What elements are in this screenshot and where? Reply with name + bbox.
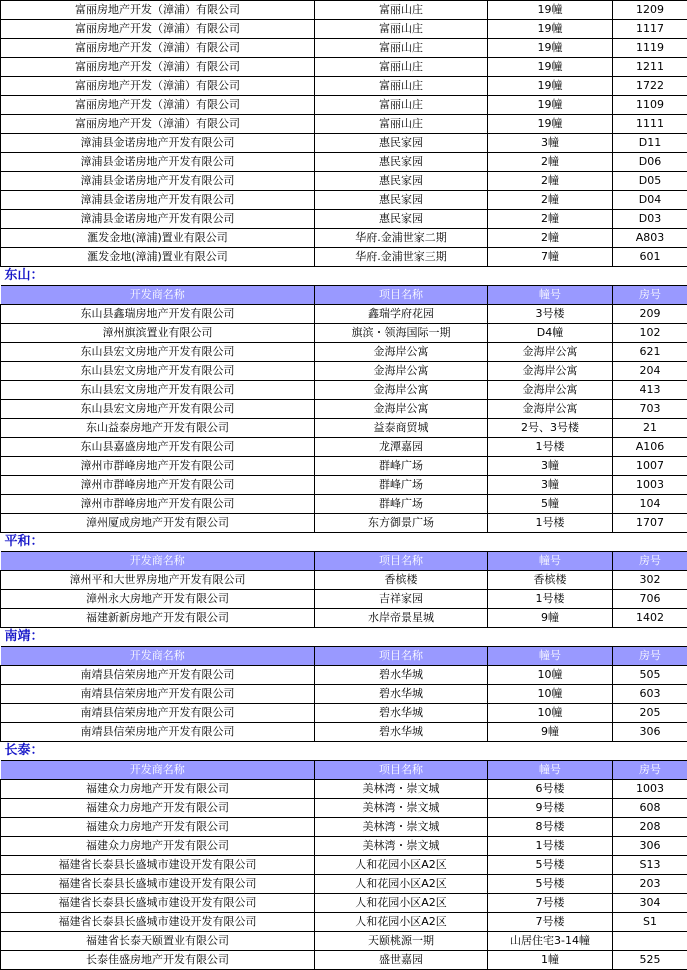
building-cell[interactable]: 19幢 — [488, 1, 613, 20]
project-cell[interactable]: 富丽山庄 — [315, 20, 488, 39]
region-heading-row — [1, 742, 687, 761]
project-cell[interactable]: 惠民家园 — [315, 134, 488, 153]
header-room: 房号 — [613, 647, 687, 666]
project-cell[interactable]: 群峰广场 — [315, 495, 488, 514]
table-row — [1, 58, 687, 77]
project-cell[interactable]: 惠民家园 — [315, 210, 488, 229]
header-room: 房号 — [613, 552, 687, 571]
project-cell[interactable]: 旗滨・领海国际一期 — [315, 324, 488, 343]
header-developer: 开发商名称 — [1, 286, 315, 305]
developer-cell[interactable]: 漳浦县金诺房地产开发有限公司 — [1, 153, 315, 172]
project-cell[interactable]: 金海岸公寓 — [315, 362, 488, 381]
developer-cell[interactable]: 漳州厦成房地产开发有限公司 — [1, 514, 315, 533]
header-room: 房号 — [613, 286, 687, 305]
developer-cell[interactable]: 富丽房地产开发（漳浦）有限公司 — [1, 20, 315, 39]
table-row — [1, 856, 687, 875]
header-project: 项目名称 — [315, 647, 488, 666]
building-cell[interactable]: 10幢 — [488, 685, 613, 704]
region-heading-row — [1, 267, 687, 286]
building-cell[interactable]: 9号楼 — [488, 799, 613, 818]
room-cell[interactable]: 703 — [613, 400, 687, 419]
project-cell[interactable]: 龙潭嘉园 — [315, 438, 488, 457]
table-row — [1, 837, 687, 856]
region-blank-cell — [613, 628, 687, 647]
table-row — [1, 39, 687, 58]
table-row — [1, 951, 687, 970]
developer-cell[interactable]: 东山县宏文房地产开发有限公司 — [1, 400, 315, 419]
project-cell[interactable]: 金海岸公寓 — [315, 381, 488, 400]
developer-cell[interactable]: 漳浦县金诺房地产开发有限公司 — [1, 172, 315, 191]
developer-cell[interactable]: 富丽房地产开发（漳浦）有限公司 — [1, 1, 315, 20]
header-project: 项目名称 — [315, 761, 488, 780]
column-header-row — [1, 552, 687, 571]
table-row — [1, 666, 687, 685]
table-row — [1, 96, 687, 115]
table-row — [1, 875, 687, 894]
building-cell[interactable]: 8号楼 — [488, 818, 613, 837]
room-cell[interactable]: 306 — [613, 837, 687, 856]
table-row — [1, 229, 687, 248]
developer-cell[interactable]: 福建众力房地产开发有限公司 — [1, 799, 315, 818]
table-row — [1, 191, 687, 210]
developer-cell[interactable]: 南靖县信荣房地产开发有限公司 — [1, 685, 315, 704]
room-cell[interactable]: 1117 — [613, 20, 687, 39]
developer-cell[interactable]: 滙发金地(漳浦)置业有限公司 — [1, 229, 315, 248]
building-cell[interactable]: 3幢 — [488, 134, 613, 153]
developer-cell[interactable]: 福建省长泰天颐置业有限公司 — [1, 932, 315, 951]
table-row — [1, 115, 687, 134]
building-cell[interactable]: 19幢 — [488, 39, 613, 58]
project-cell[interactable]: 人和花园小区A2区 — [315, 875, 488, 894]
project-cell[interactable]: 碧水华城 — [315, 704, 488, 723]
table-row — [1, 476, 687, 495]
developer-cell[interactable]: 福建新新房地产开发有限公司 — [1, 609, 315, 628]
room-cell[interactable]: 601 — [613, 248, 687, 267]
project-cell[interactable]: 惠民家园 — [315, 153, 488, 172]
room-cell[interactable]: 208 — [613, 818, 687, 837]
developer-cell[interactable]: 富丽房地产开发（漳浦）有限公司 — [1, 39, 315, 58]
table-row — [1, 780, 687, 799]
table-row — [1, 134, 687, 153]
project-cell[interactable]: 水岸帝景星城 — [315, 609, 488, 628]
region-blank-cell — [613, 742, 687, 761]
building-cell[interactable]: D4幢 — [488, 324, 613, 343]
room-cell[interactable]: 21 — [613, 419, 687, 438]
project-cell[interactable]: 富丽山庄 — [315, 1, 488, 20]
building-cell[interactable]: 10幢 — [488, 704, 613, 723]
header-room: 房号 — [613, 761, 687, 780]
room-cell[interactable]: A803 — [613, 229, 687, 248]
project-cell[interactable]: 碧水华城 — [315, 685, 488, 704]
building-cell[interactable]: 7号楼 — [488, 894, 613, 913]
table-row — [1, 457, 687, 476]
developer-cell[interactable]: 富丽房地产开发（漳浦）有限公司 — [1, 77, 315, 96]
developer-cell[interactable]: 漳州永大房地产开发有限公司 — [1, 590, 315, 609]
developer-cell[interactable]: 漳浦县金诺房地产开发有限公司 — [1, 134, 315, 153]
developer-cell[interactable]: 漳州市群峰房地产开发有限公司 — [1, 476, 315, 495]
table-row — [1, 514, 687, 533]
building-cell[interactable]: 1号楼 — [488, 514, 613, 533]
table-row — [1, 932, 687, 951]
developer-cell[interactable]: 福建众力房地产开发有限公司 — [1, 837, 315, 856]
table-row — [1, 590, 687, 609]
project-cell[interactable]: 金海岸公寓 — [315, 343, 488, 362]
room-cell[interactable]: 1707 — [613, 514, 687, 533]
building-cell[interactable]: 2幢 — [488, 191, 613, 210]
project-cell[interactable]: 美林湾・崇文城 — [315, 799, 488, 818]
project-cell[interactable]: 惠民家园 — [315, 191, 488, 210]
table-row — [1, 305, 687, 324]
table-row — [1, 324, 687, 343]
room-cell[interactable]: 1209 — [613, 1, 687, 20]
project-cell[interactable]: 人和花园小区A2区 — [315, 894, 488, 913]
project-cell[interactable]: 碧水华城 — [315, 723, 488, 742]
building-cell[interactable]: 7幢 — [488, 248, 613, 267]
header-developer: 开发商名称 — [1, 552, 315, 571]
table-row — [1, 381, 687, 400]
table-row — [1, 153, 687, 172]
developer-cell[interactable]: 福建众力房地产开发有限公司 — [1, 818, 315, 837]
project-cell[interactable]: 碧水华城 — [315, 666, 488, 685]
building-cell[interactable]: 金海岸公寓 — [488, 400, 613, 419]
room-cell[interactable]: 104 — [613, 495, 687, 514]
table-row — [1, 495, 687, 514]
region-heading-row — [1, 533, 687, 552]
building-cell[interactable]: 19幢 — [488, 77, 613, 96]
table-row — [1, 210, 687, 229]
table-row — [1, 723, 687, 742]
project-cell[interactable]: 香槟楼 — [315, 571, 488, 590]
developer-cell[interactable]: 漳州市群峰房地产开发有限公司 — [1, 457, 315, 476]
project-cell[interactable]: 美林湾・崇文城 — [315, 818, 488, 837]
building-cell[interactable]: 10幢 — [488, 666, 613, 685]
room-cell[interactable]: D04 — [613, 191, 687, 210]
developer-cell[interactable]: 漳州市群峰房地产开发有限公司 — [1, 495, 315, 514]
table-row — [1, 571, 687, 590]
header-project: 项目名称 — [315, 286, 488, 305]
developer-cell[interactable]: 福建省长泰县长盛城市建设开发有限公司 — [1, 856, 315, 875]
developer-cell[interactable]: 漳州旗滨置业有限公司 — [1, 324, 315, 343]
building-cell[interactable]: 2幢 — [488, 210, 613, 229]
table-row — [1, 704, 687, 723]
header-building: 幢号 — [488, 647, 613, 666]
room-cell[interactable]: 205 — [613, 704, 687, 723]
building-cell[interactable]: 7号楼 — [488, 913, 613, 932]
room-cell[interactable]: 1007 — [613, 457, 687, 476]
table-row — [1, 609, 687, 628]
building-cell[interactable]: 山居住宅3-14幢 — [488, 932, 613, 951]
header-building: 幢号 — [488, 552, 613, 571]
building-cell[interactable]: 1号楼 — [488, 590, 613, 609]
header-developer: 开发商名称 — [1, 647, 315, 666]
building-cell[interactable]: 2幢 — [488, 153, 613, 172]
room-cell[interactable]: 1722 — [613, 77, 687, 96]
building-cell[interactable]: 3幢 — [488, 457, 613, 476]
developer-cell[interactable]: 福建省长泰县长盛城市建设开发有限公司 — [1, 913, 315, 932]
project-cell[interactable]: 益泰商贸城 — [315, 419, 488, 438]
developer-cell[interactable]: 东山县鑫瑞房地产开发有限公司 — [1, 305, 315, 324]
developer-cell[interactable]: 漳浦县金诺房地产开发有限公司 — [1, 191, 315, 210]
room-cell[interactable]: 209 — [613, 305, 687, 324]
room-cell[interactable]: 706 — [613, 590, 687, 609]
room-cell[interactable]: D05 — [613, 172, 687, 191]
table-row — [1, 685, 687, 704]
building-cell[interactable]: 香槟楼 — [488, 571, 613, 590]
developer-cell[interactable]: 东山县宏文房地产开发有限公司 — [1, 343, 315, 362]
room-cell[interactable]: 1402 — [613, 609, 687, 628]
developer-cell[interactable]: 东山县宏文房地产开发有限公司 — [1, 362, 315, 381]
table-row — [1, 77, 687, 96]
header-project: 项目名称 — [315, 552, 488, 571]
project-cell[interactable]: 人和花园小区A2区 — [315, 856, 488, 875]
region-blank-cell — [613, 267, 687, 286]
table-row — [1, 343, 687, 362]
table-row — [1, 913, 687, 932]
project-cell[interactable]: 美林湾・崇文城 — [315, 837, 488, 856]
room-cell[interactable]: 1211 — [613, 58, 687, 77]
room-cell[interactable]: S13 — [613, 856, 687, 875]
project-cell[interactable]: 富丽山庄 — [315, 58, 488, 77]
project-cell[interactable]: 鑫瑞学府花园 — [315, 305, 488, 324]
column-header-row — [1, 761, 687, 780]
header-building: 幢号 — [488, 761, 613, 780]
room-cell[interactable]: D06 — [613, 153, 687, 172]
table-row — [1, 248, 687, 267]
developer-cell[interactable]: 滙发金地(漳浦)置业有限公司 — [1, 248, 315, 267]
room-cell[interactable] — [613, 932, 687, 951]
region-heading: 平和： — [1, 533, 613, 552]
header-building: 幢号 — [488, 286, 613, 305]
developer-cell[interactable]: 福建省长泰县长盛城市建设开发有限公司 — [1, 894, 315, 913]
project-cell[interactable]: 群峰广场 — [315, 476, 488, 495]
building-cell[interactable]: 金海岸公寓 — [488, 362, 613, 381]
developer-cell[interactable]: 漳浦县金诺房地产开发有限公司 — [1, 210, 315, 229]
project-cell[interactable]: 富丽山庄 — [315, 39, 488, 58]
developer-cell[interactable]: 南靖县信荣房地产开发有限公司 — [1, 666, 315, 685]
building-cell[interactable]: 5幢 — [488, 495, 613, 514]
developer-cell[interactable]: 东山县宏文房地产开发有限公司 — [1, 381, 315, 400]
building-cell[interactable]: 6号楼 — [488, 780, 613, 799]
table-row — [1, 172, 687, 191]
room-cell[interactable]: 603 — [613, 685, 687, 704]
developer-cell[interactable]: 南靖县信荣房地产开发有限公司 — [1, 704, 315, 723]
developer-cell[interactable]: 东山益泰房地产开发有限公司 — [1, 419, 315, 438]
room-cell[interactable]: S1 — [613, 913, 687, 932]
table-row — [1, 894, 687, 913]
developer-cell[interactable]: 漳州平和大世界房地产开发有限公司 — [1, 571, 315, 590]
building-cell[interactable]: 2幢 — [488, 229, 613, 248]
building-cell[interactable]: 金海岸公寓 — [488, 343, 613, 362]
developer-cell[interactable]: 富丽房地产开发（漳浦）有限公司 — [1, 96, 315, 115]
project-cell[interactable]: 惠民家园 — [315, 172, 488, 191]
table-row — [1, 818, 687, 837]
room-cell[interactable]: 102 — [613, 324, 687, 343]
building-cell[interactable]: 19幢 — [488, 115, 613, 134]
room-cell[interactable]: 1119 — [613, 39, 687, 58]
room-cell[interactable]: 203 — [613, 875, 687, 894]
table-row — [1, 362, 687, 381]
project-cell[interactable]: 华府.金浦世家二期 — [315, 229, 488, 248]
region-heading: 南靖： — [1, 628, 613, 647]
developer-cell[interactable]: 富丽房地产开发（漳浦）有限公司 — [1, 115, 315, 134]
room-cell[interactable]: 1003 — [613, 780, 687, 799]
room-cell[interactable]: 525 — [613, 951, 687, 970]
building-cell[interactable]: 9幢 — [488, 609, 613, 628]
project-cell[interactable]: 盛世嘉园 — [315, 951, 488, 970]
building-cell[interactable]: 2号、3号楼 — [488, 419, 613, 438]
developer-cell[interactable]: 富丽房地产开发（漳浦）有限公司 — [1, 58, 315, 77]
room-cell[interactable]: 306 — [613, 723, 687, 742]
building-cell[interactable]: 9幢 — [488, 723, 613, 742]
project-cell[interactable]: 金海岸公寓 — [315, 400, 488, 419]
project-cell[interactable]: 群峰广场 — [315, 457, 488, 476]
building-cell[interactable]: 3号楼 — [488, 305, 613, 324]
building-cell[interactable]: 5号楼 — [488, 856, 613, 875]
room-cell[interactable]: A106 — [613, 438, 687, 457]
project-cell[interactable]: 富丽山庄 — [315, 77, 488, 96]
building-cell[interactable]: 19幢 — [488, 58, 613, 77]
building-cell[interactable]: 3幢 — [488, 476, 613, 495]
region-blank-cell — [613, 533, 687, 552]
region-heading: 长泰： — [1, 742, 613, 761]
room-cell[interactable]: 1111 — [613, 115, 687, 134]
building-cell[interactable]: 1幢 — [488, 951, 613, 970]
building-cell[interactable]: 1号楼 — [488, 438, 613, 457]
table-body — [1, 1, 687, 970]
room-cell[interactable]: 608 — [613, 799, 687, 818]
developer-cell[interactable]: 南靖县信荣房地产开发有限公司 — [1, 723, 315, 742]
table-row — [1, 799, 687, 818]
room-cell[interactable]: 302 — [613, 571, 687, 590]
project-cell[interactable]: 华府.金浦世家三期 — [315, 248, 488, 267]
column-header-row — [1, 647, 687, 666]
room-cell[interactable]: 505 — [613, 666, 687, 685]
project-cell[interactable]: 富丽山庄 — [315, 115, 488, 134]
building-cell[interactable]: 2幢 — [488, 172, 613, 191]
building-cell[interactable]: 金海岸公寓 — [488, 381, 613, 400]
table-row — [1, 419, 687, 438]
room-cell[interactable]: 621 — [613, 343, 687, 362]
developer-cell[interactable]: 长泰佳盛房地产开发有限公司 — [1, 951, 315, 970]
region-heading: 东山： — [1, 267, 613, 286]
developer-cell[interactable]: 福建省长泰县长盛城市建设开发有限公司 — [1, 875, 315, 894]
building-cell[interactable]: 19幢 — [488, 20, 613, 39]
room-cell[interactable]: 413 — [613, 381, 687, 400]
table-row — [1, 20, 687, 39]
region-heading-row — [1, 628, 687, 647]
building-cell[interactable]: 1号楼 — [488, 837, 613, 856]
room-cell[interactable]: 304 — [613, 894, 687, 913]
room-cell[interactable]: 1003 — [613, 476, 687, 495]
project-cell[interactable]: 富丽山庄 — [315, 96, 488, 115]
project-cell[interactable]: 天颐桃源一期 — [315, 932, 488, 951]
project-cell[interactable]: 人和花园小区A2区 — [315, 913, 488, 932]
table-row — [1, 1, 687, 20]
building-cell[interactable]: 5号楼 — [488, 875, 613, 894]
table-row — [1, 400, 687, 419]
room-cell[interactable]: 1109 — [613, 96, 687, 115]
table-row — [1, 438, 687, 457]
room-cell[interactable]: D11 — [613, 134, 687, 153]
building-cell[interactable]: 19幢 — [488, 96, 613, 115]
room-cell[interactable]: D03 — [613, 210, 687, 229]
room-cell[interactable]: 204 — [613, 362, 687, 381]
developer-cell[interactable]: 福建众力房地产开发有限公司 — [1, 780, 315, 799]
project-cell[interactable]: 东方御景广场 — [315, 514, 488, 533]
column-header-row — [1, 286, 687, 305]
project-cell[interactable]: 吉祥家园 — [315, 590, 488, 609]
developer-cell[interactable]: 东山县嘉盛房地产开发有限公司 — [1, 438, 315, 457]
header-developer: 开发商名称 — [1, 761, 315, 780]
project-cell[interactable]: 美林湾・崇文城 — [315, 780, 488, 799]
